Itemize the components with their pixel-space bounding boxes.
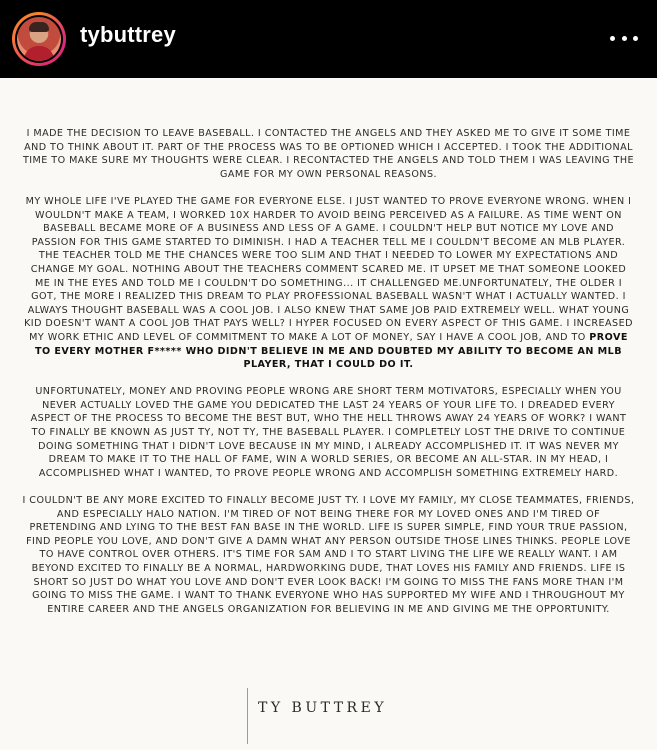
letter-paragraph-3: UNFORTUNATELY, MONEY AND PROVING PEOPLE WRONG ARE SHORT TERM MOTIVATORS, ESPECIALLY WHEN YOU NEVER ACTUALLY LOVED THE GAME YOU DEDICATED THE LAST 24 YEARS OF YOUR LIFE TO. I DREADED EVERY ASPECT OF THE PROCESS TO BECOME THE BEST BUT, WHO THE HELL THROWS AWAY 24 YEARS OF WORK? I WANT TO FINALLY BE KNOWN AS JUST TY, NOT TY, THE BASEBALL PLAYER. I COMPLETELY LOST THE DRIVE TO CONTINUE DOING SOMETHING THAT I DIDN'T LOVE BECAUSE IN MY MIND, I ALREADY ACCOMPLISHED IT. IT WAS NEVER MY DREAM TO MAKE IT TO THE HALL OF FAME, WIN A WORLD SERIES, OR BECOME AN ALL-STAR. IN MY HEAD, I ACCOMPLISHED WHAT I WANTED, TO PROVE PEOPLE WRONG AND ACCOMPLISH SOMETHING EXTREMELY HARD.: [30, 386, 627, 479]
letter-paragraph-2: [22, 195, 635, 372]
retirement-letter: [22, 127, 635, 630]
signature-divider: [247, 688, 248, 744]
signature: TY BUTTREY: [258, 700, 388, 716]
post-image: [0, 78, 657, 750]
post-header: [0, 0, 657, 78]
more-options-icon[interactable]: [610, 26, 638, 50]
avatar-shirt: [24, 46, 54, 61]
paragraph-2-text: MY WHOLE LIFE I'VE PLAYED THE GAME FOR EVERYONE ELSE. I JUST WANTED TO PROVE EVERYONE WRONG. WHEN I WOULDN'T MAKE A TEAM, I WORKED 10X HARDER TO AVOID BEING PERCEIVED AS A FAILURE. AS TIME WENT ON BASEBALL BECAME MORE OF A BUSINESS AND LESS OF A GAME. I COULDN'T HELP BUT NOTICE MY LOVE AND PASSION FOR THIS GAME STARTED TO DIMINISH. I HAD A TEACHER TELL ME I COULDN'T BECOME AN MLB PLAYER. THE TEACHER TOLD ME THE CHANCES WERE TOO SLIM AND THAT I NEEDED TO LOWER MY EXPECTATIONS AND CHANGE MY GOAL. NOTHING ABOUT THE TEACHERS COMMENT SCARED ME. IT UPSET ME THAT SOMEONE LOOKED ME IN THE EYES AND TOLD ME I COULDN'T DO SOMETHING... IT CHALLENGED ME.UNFORTUNATELY, THE OLDER I GOT, THE MORE I REALIZED THIS DREAM TO PLAY PROFESSIONAL BASEBALL WASN'T WHAT I ACTUALLY WANTED. I ALWAYS THOUGHT BASEBALL WAS A COOL JOB. I ALSO KNEW THAT SAME JOB PAID EXTREMELY WELL. WHAT YOUNG KID DOESN'T WANT A COOL JOB THAT PAYS WELL? I HYPER FOCUSED ON EVERY ASPECT OF THIS GAME. I INCREASED MY WORK ETHIC AND LEVEL OF COMMITMENT TO MAKE A LOT OF MONEY, SAY I HAVE A COOL JOB, AND TO: [24, 195, 633, 343]
avatar-hair: [29, 22, 49, 32]
avatar-photo: [17, 17, 61, 61]
username-link[interactable]: tybuttrey: [80, 22, 176, 47]
letter-paragraph-4: I COULDN'T BE ANY MORE EXCITED TO FINALLY BECOME JUST TY. I LOVE MY FAMILY, MY CLOSE TEAMMATES, FRIENDS, AND ESPECIALLY HALO NATION. I'M TIRED OF NOT BEING THERE FOR MY LOVED ONES AND I'M TIRED OF PRETENDING AND LYING TO THE BEST FAN BASE IN THE WORLD. LIFE IS SUPER SIMPLE, FIND YOUR TRUE PASSION, FIND PEOPLE YOU LOVE, AND DON'T GIVE A DAMN WHAT ANY PERSON OUTSIDE THOSE LINES THINKS. PEOPLE LOVE TO HAVE CONTROL OVER OTHERS. IT'S TIME FOR SAM AND I TO START LIVING THE LIFE WE REALLY WANT. I AM BEYOND EXCITED TO FINALLY BE A NORMAL, HARDWORKING DUDE, THAT LOVES HIS FAMILY AND FRIENDS. LIFE IS SHORT SO JUST DO WHAT YOU LOVE AND DON'T EVER LOOK BACK! I'M GOING TO MISS THE FANS MORE THAN I'M GOING TO MISS THE GAME. I WANT TO THANK EVERYONE WHO HAS SUPPORTED MY WIFE AND I THROUGHOUT MY ENTIRE CAREER AND THE ANGELS ORGANIZATION FOR BELIEVING IN ME AND GIVING ME THE OPPORTUNITY.: [22, 495, 635, 615]
dot-icon: [610, 36, 615, 41]
profile-avatar[interactable]: [12, 12, 66, 66]
letter-paragraph-1: I MADE THE DECISION TO LEAVE BASEBALL. I CONTACTED THE ANGELS AND THEY ASKED ME TO GIVE IT SOME TIME AND TO THINK ABOUT IT. PART OF THE PROCESS WAS TO BE OPTIONED WHICH I ACCEPTED. I TOOK THE ADDITIONAL TIME TO MAKE SURE MY THOUGHTS WERE CLEAR. I RECONTACTED THE ANGELS AND TOLD THEM I WAS LEAVING THE GAME FOR MY OWN PERSONAL REASONS.: [22, 128, 635, 180]
paragraph-2-bold-text: PROVE TO EVERY MOTHER F***** WHO DIDN'T BELIEVE IN ME AND DOUBTED MY ABILITY TO BECOME AN MLB PLAYER, THAT I COULD DO IT.: [34, 331, 628, 371]
dot-icon: [622, 36, 627, 41]
dot-icon: [633, 36, 638, 41]
avatar-border: [15, 15, 63, 63]
